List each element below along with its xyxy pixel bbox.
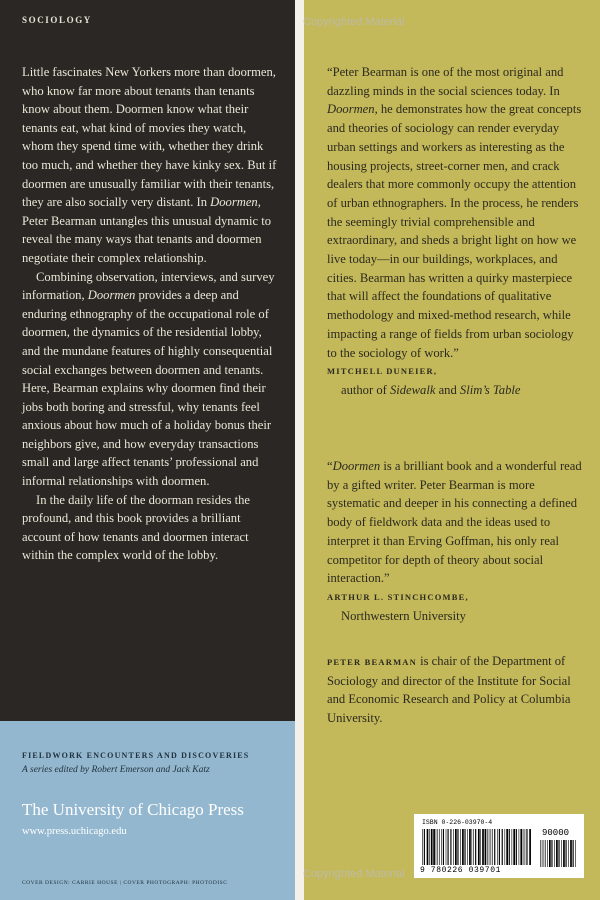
barcode-bar xyxy=(439,829,440,865)
barcode-bar xyxy=(441,829,442,865)
isbn-number: ISBN 0-226-03970-4 xyxy=(422,819,493,826)
barcode-bar xyxy=(520,829,522,865)
barcode-bar xyxy=(561,840,562,867)
barcode-bar xyxy=(544,840,545,867)
barcode-bar xyxy=(566,840,567,867)
barcode-bar xyxy=(525,829,526,865)
barcode-bar xyxy=(469,829,471,865)
barcode-bar xyxy=(491,829,492,865)
cover-credits: COVER DESIGN: CARRIE HOUSE | COVER PHOTOGRAPH: PHOTODISC xyxy=(22,880,228,886)
barcode-bar xyxy=(554,840,555,867)
description-paragraph-3: In the daily life of the doorman resides the profound, and this book provides a brilliant account of how tenants and doormen interact within the complex world of the lobby. xyxy=(22,492,251,563)
barcode-bar xyxy=(464,829,465,865)
barcode-bar xyxy=(540,840,541,867)
barcode-bar xyxy=(513,829,515,865)
bio-author-name: PETER BEARMAN xyxy=(327,657,417,667)
barcode-bar xyxy=(446,829,447,865)
barcode-bar xyxy=(563,840,565,867)
barcode-bar xyxy=(512,829,513,865)
barcode-bar xyxy=(431,829,433,865)
barcode-bar xyxy=(460,829,461,865)
barcode-bar xyxy=(497,829,498,865)
blurb-stinchcombe xyxy=(327,457,585,625)
barcode-bar xyxy=(499,829,500,865)
barcode-bar xyxy=(485,829,487,865)
watermark-top: Copyrighted Material xyxy=(303,16,405,28)
barcode-bar xyxy=(545,840,546,867)
barcode-bar xyxy=(505,829,506,865)
author-bio xyxy=(327,652,589,728)
book-description xyxy=(22,63,278,565)
barcode-bar xyxy=(429,829,430,865)
blurb-author: MITCHELL DUNEIER, xyxy=(327,366,438,377)
bio-text: is chair of the Department of Sociology and director of the Institute for Social and Economic Research and Policy at Columbia University. xyxy=(327,654,571,726)
barcode-bar xyxy=(492,829,493,865)
barcode-bar xyxy=(437,829,438,865)
barcode-bar xyxy=(556,840,558,867)
barcode-bar xyxy=(542,840,543,867)
barcode-bar xyxy=(472,829,473,865)
barcode-bar xyxy=(551,840,552,867)
watermark-bottom: Copyrighted Material xyxy=(303,868,405,880)
barcode-bar xyxy=(502,829,503,865)
blurb-affiliation: author of Sidewalk and Slim’s Table xyxy=(341,382,521,397)
barcode-bar xyxy=(422,829,423,865)
ean-number: 9 780226 039701 xyxy=(420,866,502,875)
barcode-bar xyxy=(443,829,444,865)
barcode-bar xyxy=(433,829,435,865)
description-paragraph-2: Combining observation, interviews, and survey information, Doormen provides a deep and enduring ethnography of the occupational role of doormen, the dynamics of the residential lobby, and the mundane features of highly consequential social exchanges between doormen and tenants. Here, Bearman explains why doormen find their jobs both boring and stressful, why tenants feel anxious about how much of a holiday bonus their neighbors give, and how everyday transactions small and large affect tenants’ professional and informal relationships with doormen. xyxy=(22,269,275,489)
barcode-bar xyxy=(487,829,488,865)
barcode-bar xyxy=(478,829,480,865)
price-barcode-bars xyxy=(540,840,578,867)
blurb-text: “Doormen is a brilliant book and a wonderful read by a gifted writer. Peter Bearman is more systematic and deeper in his connecting a defined body of fieldwork data and the ideas used to interpret it than Erving Goffman, his only real competitor for depth of theory about social interaction.” xyxy=(327,459,582,586)
category-label: SOCIOLOGY xyxy=(22,15,92,25)
barcode-bar xyxy=(467,829,468,865)
barcode-bar xyxy=(453,829,454,865)
barcode-bar xyxy=(455,829,457,865)
barcode xyxy=(414,814,584,878)
barcode-bar xyxy=(482,829,484,865)
barcode-bar xyxy=(450,829,451,865)
center-divider xyxy=(295,0,304,900)
publisher-name: The University of Chicago Press xyxy=(22,800,244,819)
barcode-bar xyxy=(480,829,481,865)
barcode-bar xyxy=(516,829,517,865)
barcode-bar xyxy=(526,829,527,865)
barcode-bar xyxy=(462,829,464,865)
barcode-bar xyxy=(558,840,559,867)
publisher-website[interactable]: www.press.uchicago.edu xyxy=(22,826,127,837)
series-title: FIELDWORK ENCOUNTERS AND DISCOVERIES xyxy=(22,751,250,760)
barcode-bar xyxy=(424,829,425,865)
blurb-text: “Peter Bearman is one of the most original and dazzling minds in the social sciences today. In Doormen, he demonstrates how the great concepts and theories of sociology can render everyday urban settings and workers as interesting as the housing projects, street-corner men, and crack dealers that more commonly occupy the attention of urban ethnographers. In the process, he renders the seemingly trivial comprehensible and extraordinary, and sheds a bright light on how we live today—in our buildings, workplaces, and cities. Bearman has written a quirky masterpiece that will affect the foundations of qualitative methodology and mixed-method research, while impacting a range of fields from urban sociology to the sociology of work.” xyxy=(327,65,582,360)
barcode-bar xyxy=(475,829,476,865)
barcode-bar xyxy=(494,829,495,865)
series-editors: A series edited by Robert Emerson and Jack Katz xyxy=(22,765,210,775)
barcode-bar xyxy=(436,829,437,865)
book-title: Doormen xyxy=(210,195,258,210)
blurb-affiliation: Northwestern University xyxy=(341,608,466,623)
ean-barcode-bars xyxy=(422,829,532,865)
barcode-bar xyxy=(448,829,449,865)
barcode-bar xyxy=(427,829,429,865)
blurb-author: ARTHUR L. STINCHCOMBE, xyxy=(327,591,469,602)
barcode-bar xyxy=(547,840,548,867)
barcode-bar xyxy=(529,829,531,865)
description-paragraph-1: Little fascinates New Yorkers more than doormen, who know far more about tenants than tenants know about them. Doormen know what their tenants eat, what kind of movies they watch, whom they spend time with, whether they drink too much, and whether they have kinky sex. But if doormen are unusually familiar with their tenants, they are also socially very distant. In Doormen, Peter Bearman untangles this unusual dynamic to reveal the many ways that tenants and doormen negotiate their complex relationship. xyxy=(22,65,277,265)
barcode-bar xyxy=(523,829,524,865)
barcode-bar xyxy=(573,840,574,867)
barcode-bar xyxy=(575,840,576,867)
barcode-bar xyxy=(506,829,508,865)
barcode-bar xyxy=(570,840,572,867)
blurb-duneier xyxy=(327,63,585,400)
book-title: Doormen xyxy=(87,288,136,303)
barcode-bar xyxy=(568,840,569,867)
barcode-bar xyxy=(509,829,510,865)
barcode-bar xyxy=(489,829,490,865)
price-code: 90000 xyxy=(542,828,570,838)
barcode-bar xyxy=(457,829,458,865)
barcode-bar xyxy=(519,829,520,865)
barcode-bar xyxy=(473,829,474,865)
barcode-bar xyxy=(549,840,551,867)
